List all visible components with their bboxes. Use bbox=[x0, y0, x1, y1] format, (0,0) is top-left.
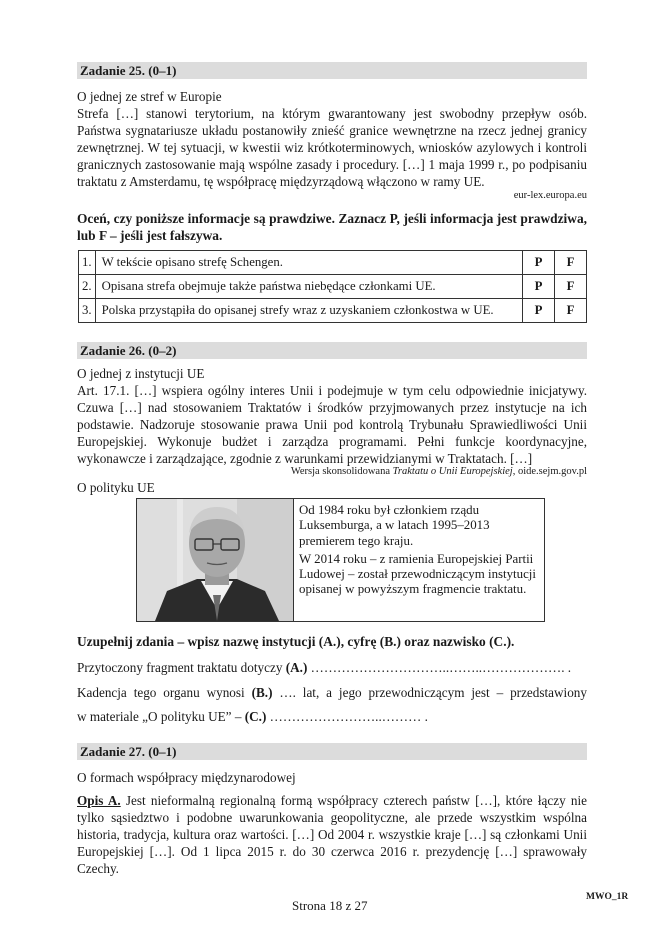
row-number: 2. bbox=[79, 275, 96, 299]
line-c-prefix: w materiale „O polityku UE” – bbox=[77, 709, 245, 724]
task-26-source bbox=[291, 466, 587, 477]
task-27-header: Zadanie 27. (0–1) bbox=[77, 743, 587, 760]
true-false-table bbox=[78, 250, 587, 323]
statement-text: W tekście opisano strefę Schengen. bbox=[95, 251, 522, 275]
task-25-source: eur-lex.europa.eu bbox=[513, 190, 587, 201]
exam-code: MWO_1R bbox=[586, 892, 629, 902]
statement-text: Opisana strefa obejmuje także państwa niebędące członkami UE. bbox=[95, 275, 522, 299]
task-25-paragraph: Strefa […] stanowi terytorium, na którym gwarantowany jest swobodny przepływ osób. Państwa sygnatariusze układu postanowiły znieść granice wewnętrzne na rzecz jednej granicy zewnętrznej. W tej sytuacji, w kwestii wiz krótkoterminowych, wniosków azylowych i kontroli granicznych zastosowanie mają wspólne zasady i procedury. […] 1 maja 1999 r., po podpisaniu traktatu z Amsterdamu, tę współpracę międzyrządową włączono w ramy UE. bbox=[77, 106, 587, 189]
politician-bio bbox=[299, 503, 539, 601]
source-suffix: , oide.sejm.gov.pl bbox=[512, 466, 587, 477]
false-option[interactable]: F bbox=[555, 299, 587, 323]
task-27-paragraph bbox=[77, 792, 587, 877]
politician-heading: O polityku UE bbox=[77, 480, 155, 495]
false-option[interactable]: F bbox=[555, 251, 587, 275]
bio-paragraph-1: Od 1984 roku był członkiem rządu Luksemburga, a w latach 1995–2013 premierem tego kraju. bbox=[299, 503, 490, 548]
label-b: (B.) bbox=[251, 685, 273, 700]
statement-text: Polska przystąpiła do opisanej strefy wraz z uzyskaniem członkostwa w UE. bbox=[95, 299, 522, 323]
politician-box bbox=[136, 498, 545, 622]
task-26-paragraph: Art. 17.1. […] wspiera ogólny interes Unii i podejmuje w tym celu odpowiednie inicjatywy. Czuwa […] nad stosowaniem Traktatów i środków przyjmowanych przez instytucje na ich podstawie. Nadzoruje stosowanie prawa Unii pod kontrolą Trybunału Sprawiedliwości Unii Europejskiej. Wykonuje budżet i zarządza programami. Pełni funkcje koordynacyjne, wykonawcze i zarządzające, zgodnie z warunkami przewidzianymi w Traktatach. […] bbox=[77, 383, 587, 466]
true-option[interactable]: P bbox=[523, 275, 555, 299]
opis-a-label: Opis A. bbox=[77, 793, 121, 808]
task-26-instruction: Uzupełnij zdania – wpisz nazwę instytucji (A.), cyfrę (B.) oraz nazwisko (C.). bbox=[77, 634, 515, 649]
table-row bbox=[79, 251, 587, 275]
task-25-instruction: Oceń, czy poniższe informacje są prawdziwe. Zaznacz P, jeśli informacja jest prawdziwa, lub F – jeśli jest fałszywa. bbox=[77, 211, 587, 243]
label-c: (C.) bbox=[244, 709, 267, 724]
task-25-header: Zadanie 25. (0–1) bbox=[77, 62, 587, 79]
answer-blank-c[interactable]: ……………………..……… . bbox=[266, 709, 428, 724]
fill-line-a bbox=[77, 659, 587, 676]
page-number: Strona 18 z 27 bbox=[292, 898, 368, 913]
source-title: Traktatu o Unii Europejskiej bbox=[392, 466, 513, 477]
politician-photo bbox=[137, 499, 294, 621]
true-option[interactable]: P bbox=[523, 299, 555, 323]
line-a-prefix: Przytoczony fragment traktatu dotyczy bbox=[77, 660, 286, 675]
label-a: (A.) bbox=[285, 660, 308, 675]
row-number: 3. bbox=[79, 299, 96, 323]
opis-a-text: Jest nieformalną regionalną formą współpracy czterech państw […], które łączy nie tylko sąsiedztwo i podobne uwarunkowania geopolityczne, ale przede wszystkim wspólna historia, tradycja, kultura oraz wartości. […] Od 2004 r. wszystkie kraje […] są członkami Unii Europejskiej […]. Od 1 lipca 2015 r. do 30 czerwca 2016 r. prezydencję […] sprawowały Czechy. bbox=[77, 793, 588, 876]
row-number: 1. bbox=[79, 251, 96, 275]
task-27-subtitle: O formach współpracy międzynarodowej bbox=[77, 770, 296, 785]
portrait-image bbox=[137, 499, 293, 621]
answer-blank-a[interactable]: …………………………..……..………………. . bbox=[307, 660, 572, 675]
source-prefix: Wersja skonsolidowana bbox=[290, 466, 393, 477]
line-b-prefix: Kadencja tego organu wynosi bbox=[77, 685, 252, 700]
answer-blank-b[interactable]: …. lat, a jego przewodniczącym jest – przedstawiony bbox=[272, 685, 587, 700]
false-option[interactable]: F bbox=[555, 275, 587, 299]
task-26-header: Zadanie 26. (0–2) bbox=[77, 342, 587, 359]
task-25-subtitle: O jednej ze stref w Europie bbox=[77, 89, 222, 104]
table-row bbox=[79, 275, 587, 299]
true-option[interactable]: P bbox=[523, 251, 555, 275]
fill-line-c bbox=[77, 708, 587, 725]
fill-line-b bbox=[77, 684, 587, 701]
table-row bbox=[79, 299, 587, 323]
bio-paragraph-2: W 2014 roku – z ramienia Europejskiej Partii Ludowej – został przewodniczącym instytucji opisanej w powyższym fragmencie traktatu. bbox=[299, 551, 536, 597]
task-26-subtitle: O jednej z instytucji UE bbox=[77, 366, 205, 381]
